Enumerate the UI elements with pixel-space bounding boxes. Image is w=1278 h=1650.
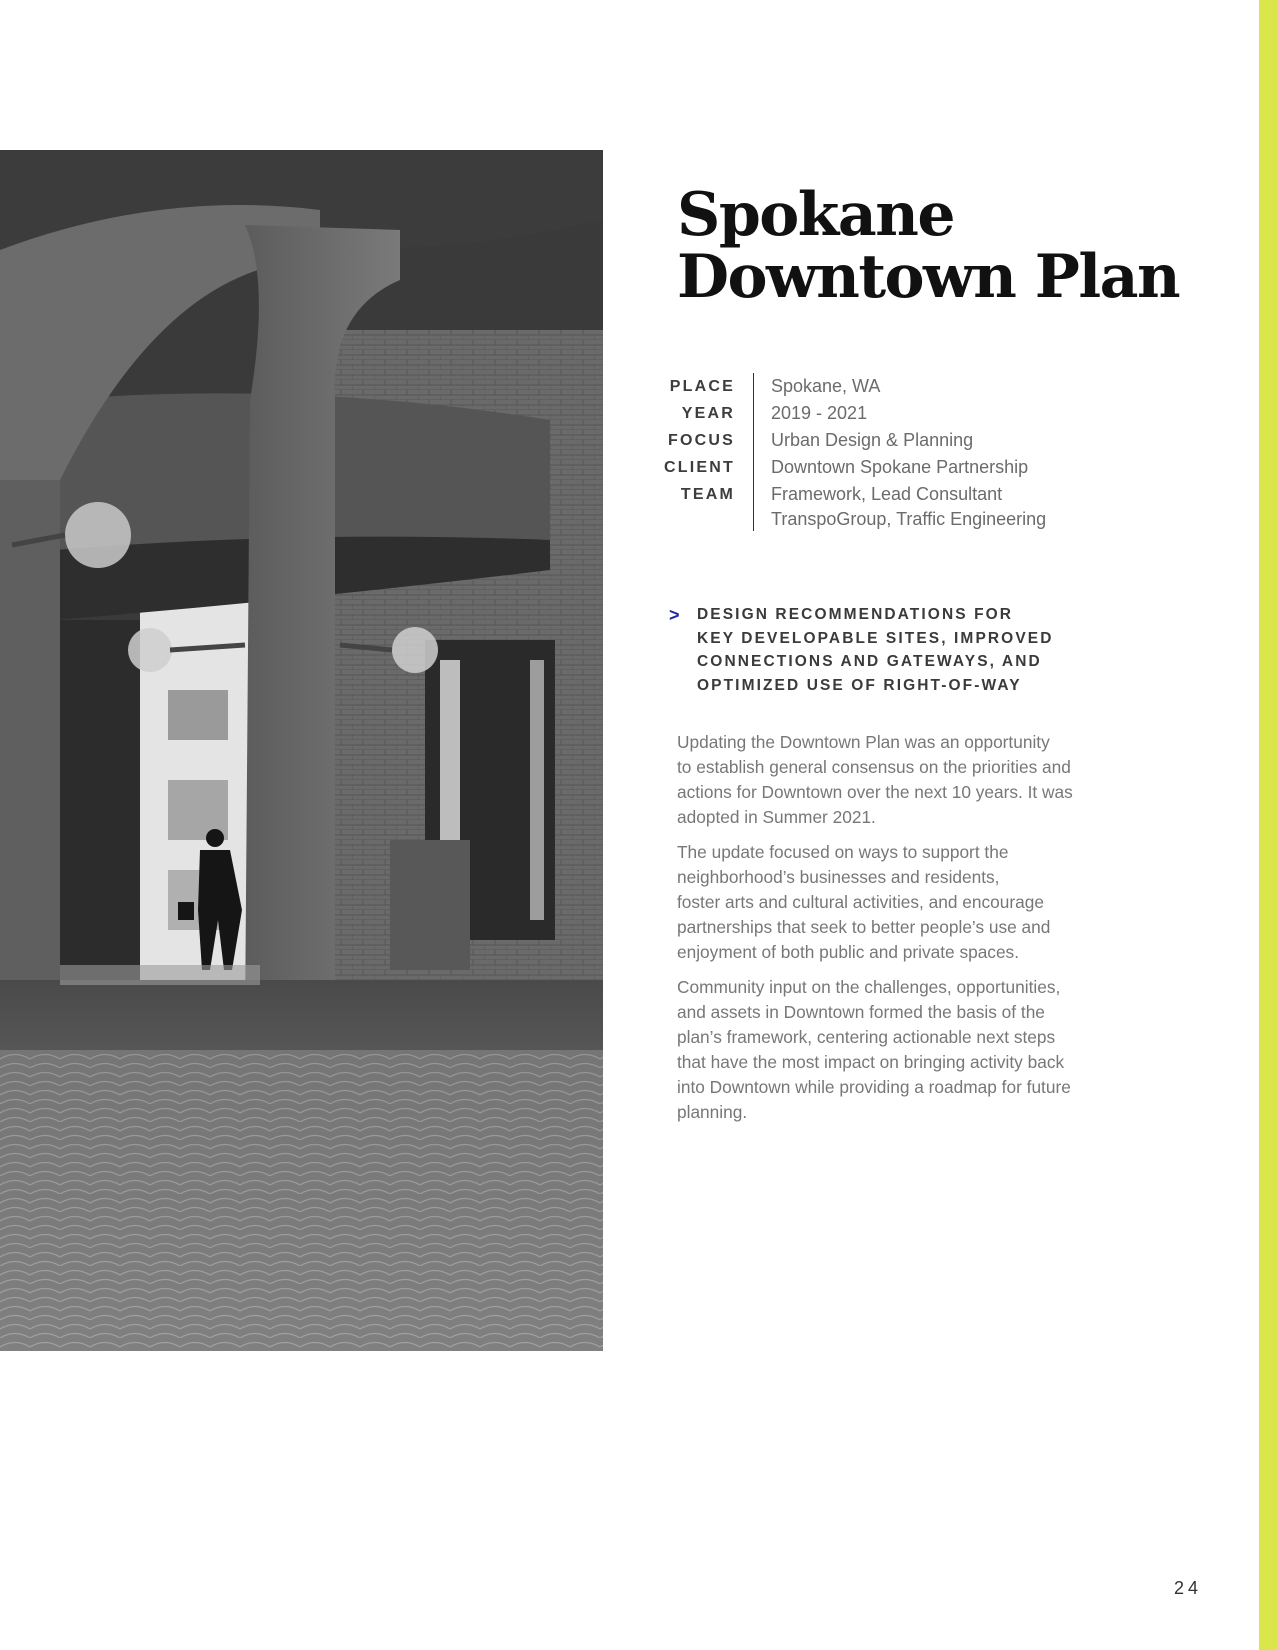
- body-line: to establish general consensus on the priorities and: [677, 757, 1071, 777]
- metadata-label: YEAR: [660, 400, 754, 427]
- downtown-arcade-photo: [0, 150, 603, 1351]
- page-title: [677, 180, 1237, 312]
- metadata-value: [754, 454, 1028, 481]
- design-recommendations-callout: [669, 603, 1089, 697]
- body-line: planning.: [677, 1102, 748, 1122]
- body-line: adopted in Summer 2021.: [677, 807, 876, 827]
- metadata-label: PLACE: [660, 373, 754, 400]
- body-line: partnerships that seek to better people’s use and: [677, 917, 1051, 937]
- project-description: [677, 730, 1137, 1135]
- metadata-value-line: 2019 - 2021: [771, 403, 868, 423]
- body-paragraph: [677, 730, 1137, 830]
- accent-sidebar-bar: [1259, 0, 1278, 1650]
- body-line: foster arts and cultural activities, and encourage: [677, 892, 1044, 912]
- body-paragraph: [677, 840, 1137, 965]
- metadata-label: TEAM: [660, 481, 754, 531]
- body-line: actions for Downtown over the next 10 years. It was: [677, 782, 1073, 802]
- project-metadata-table: [660, 373, 1130, 531]
- body-line: into Downtown while providing a roadmap for future: [677, 1077, 1071, 1097]
- metadata-row-place: [660, 373, 1130, 400]
- body-line: Updating the Downtown Plan was an opportunity: [677, 732, 1050, 752]
- callout-line: DESIGN RECOMMENDATIONS FOR: [697, 606, 1014, 623]
- metadata-label: CLIENT: [660, 454, 754, 481]
- chevron-right-icon: >: [669, 605, 680, 625]
- body-line: that have the most impact on bringing activity back: [677, 1052, 1065, 1072]
- title-line-1: Spokane: [677, 180, 955, 250]
- metadata-label: FOCUS: [660, 427, 754, 454]
- metadata-row-focus: [660, 427, 1130, 454]
- body-line: The update focused on ways to support the: [677, 842, 1009, 862]
- metadata-value-line: TranspoGroup, Traffic Engineering: [771, 509, 1047, 529]
- callout-text: [697, 603, 1089, 697]
- body-paragraph: [677, 975, 1137, 1125]
- callout-line: CONNECTIONS AND GATEWAYS, AND: [697, 653, 1042, 670]
- body-line: plan’s framework, centering actionable next steps: [677, 1027, 1056, 1047]
- body-line: enjoyment of both public and private spaces.: [677, 942, 1019, 962]
- title-line-2: Downtown Plan: [677, 242, 1180, 312]
- callout-line: KEY DEVELOPABLE SITES, IMPROVED: [697, 629, 1054, 647]
- metadata-value-line: Downtown Spokane Partnership: [771, 457, 1029, 477]
- metadata-row-team: [660, 481, 1130, 531]
- callout-line: OPTIMIZED USE OF RIGHT-OF-WAY: [697, 676, 1022, 694]
- metadata-row-year: [660, 400, 1130, 427]
- body-line: and assets in Downtown formed the basis of the: [677, 1002, 1045, 1022]
- body-line: Community input on the challenges, opportunities,: [677, 977, 1061, 997]
- page-number: 24: [1174, 1578, 1203, 1598]
- metadata-value: [754, 400, 867, 427]
- metadata-value-line: Spokane, WA: [771, 376, 881, 396]
- metadata-value-line: Framework, Lead Consultant: [771, 484, 1003, 504]
- metadata-value: [754, 373, 880, 400]
- metadata-row-client: [660, 454, 1130, 481]
- body-line: neighborhood’s businesses and residents,: [677, 867, 1000, 887]
- metadata-value: [754, 481, 1046, 531]
- metadata-value: [754, 427, 973, 454]
- metadata-value-line: Urban Design & Planning: [771, 430, 974, 450]
